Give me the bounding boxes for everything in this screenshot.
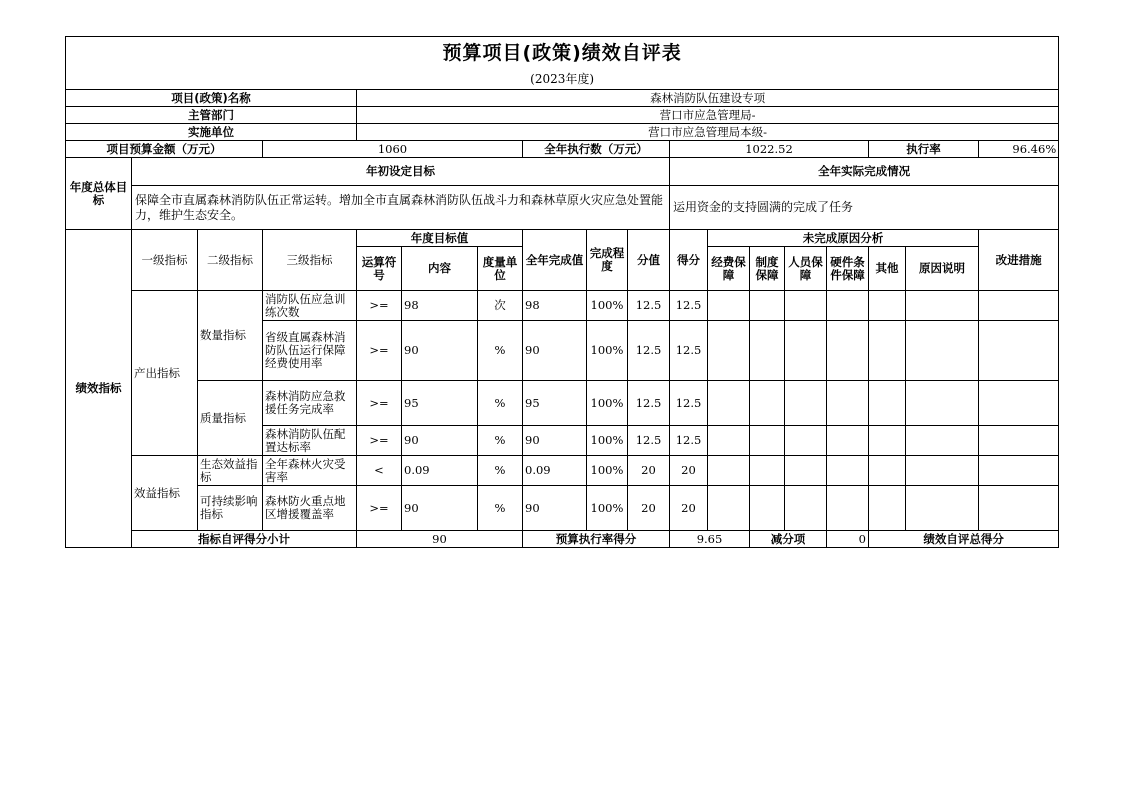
- empty-cell: [979, 291, 1059, 321]
- completion: 100%: [587, 381, 628, 426]
- indicator-name: 森林防火重点地区增援覆盖率: [263, 486, 357, 531]
- score: 12.5: [670, 291, 708, 321]
- actual-value: 90: [523, 486, 587, 531]
- empty-cell: [827, 486, 869, 531]
- actual-completion-text: 运用资金的支持圆满的完成了任务: [670, 186, 1059, 230]
- empty-cell: [708, 486, 750, 531]
- score-max: 12.5: [628, 321, 670, 381]
- empty-cell: [708, 291, 750, 321]
- empty-cell: [906, 291, 979, 321]
- budget-score-label: 预算执行率得分: [523, 531, 670, 548]
- empty-cell: [827, 456, 869, 486]
- empty-cell: [708, 426, 750, 456]
- initial-goal-header: 年初设定目标: [132, 158, 670, 186]
- empty-cell: [827, 381, 869, 426]
- project-name-value: 森林消防队伍建设专项: [357, 90, 1059, 107]
- header-staff: 人员保障: [785, 247, 827, 291]
- table-row: [66, 381, 1059, 426]
- completion: 100%: [587, 486, 628, 531]
- empty-cell: [750, 486, 785, 531]
- actual-value: 95: [523, 381, 587, 426]
- empty-cell: [869, 426, 906, 456]
- implementing-unit-label: 实施单位: [66, 124, 357, 141]
- score-max: 20: [628, 486, 670, 531]
- empty-cell: [750, 426, 785, 456]
- score-max: 12.5: [628, 381, 670, 426]
- operator: >=: [357, 486, 402, 531]
- execution-rate-label: 执行率: [869, 141, 979, 158]
- empty-cell: [827, 291, 869, 321]
- score: 20: [670, 486, 708, 531]
- annual-goal-label: 年度总体目标: [66, 158, 132, 230]
- execution-amount-label: 全年执行数（万元）: [523, 141, 670, 158]
- header-target-group: 年度目标值: [357, 230, 523, 247]
- header-operator: 运算符号: [357, 247, 402, 291]
- empty-cell: [708, 381, 750, 426]
- score: 12.5: [670, 321, 708, 381]
- execution-rate-value: 96.46%: [979, 141, 1059, 158]
- operator: <: [357, 456, 402, 486]
- empty-cell: [979, 426, 1059, 456]
- empty-cell: [869, 381, 906, 426]
- empty-cell: [869, 456, 906, 486]
- header-unit: 度量单位: [478, 247, 523, 291]
- empty-cell: [869, 321, 906, 381]
- score: 20: [670, 456, 708, 486]
- header-completion: 完成程度: [587, 230, 628, 291]
- target-content: 90: [402, 426, 478, 456]
- score-max: 20: [628, 456, 670, 486]
- operator: >=: [357, 381, 402, 426]
- empty-cell: [750, 321, 785, 381]
- actual-value: 90: [523, 426, 587, 456]
- level1-benefit: 效益指标: [132, 456, 198, 531]
- budget-amount-label: 项目预算金额（万元）: [66, 141, 263, 158]
- performance-evaluation-table: [65, 36, 1059, 548]
- empty-cell: [827, 426, 869, 456]
- operator: >=: [357, 426, 402, 456]
- target-content: 90: [402, 321, 478, 381]
- indicator-name: 森林消防队伍配置达标率: [263, 426, 357, 456]
- implementing-unit-value: 营口市应急管理局本级-: [357, 124, 1059, 141]
- operator: >=: [357, 321, 402, 381]
- header-level1: 一级指标: [132, 230, 198, 291]
- total-score-label: 绩效自评总得分: [869, 531, 1059, 548]
- header-score: 得分: [670, 230, 708, 291]
- level2-quality: 质量指标: [198, 381, 263, 456]
- header-content: 内容: [402, 247, 478, 291]
- unit: %: [478, 321, 523, 381]
- empty-cell: [869, 486, 906, 531]
- department-label: 主管部门: [66, 107, 357, 124]
- completion: 100%: [587, 456, 628, 486]
- table-row: [66, 291, 1059, 321]
- score-max: 12.5: [628, 426, 670, 456]
- budget-score-value: 9.65: [670, 531, 750, 548]
- indicator-name: 全年森林火灾受害率: [263, 456, 357, 486]
- level2-sustain: 可持续影响指标: [198, 486, 263, 531]
- subtotal-label: 指标自评得分小计: [132, 531, 357, 548]
- empty-cell: [708, 321, 750, 381]
- empty-cell: [906, 456, 979, 486]
- indicator-name: 省级直属森林消防队伍运行保障经费使用率: [263, 321, 357, 381]
- empty-cell: [979, 321, 1059, 381]
- unit: 次: [478, 291, 523, 321]
- empty-cell: [906, 426, 979, 456]
- actual-value: 98: [523, 291, 587, 321]
- indicator-name: 消防队伍应急训练次数: [263, 291, 357, 321]
- performance-indicator-label: 绩效指标: [66, 230, 132, 548]
- level2-quantity: 数量指标: [198, 291, 263, 381]
- header-funding: 经费保障: [708, 247, 750, 291]
- level1-output: 产出指标: [132, 291, 198, 456]
- empty-cell: [979, 486, 1059, 531]
- header-reason-group: 未完成原因分析: [708, 230, 979, 247]
- subtotal-value: 90: [357, 531, 523, 548]
- header-actual: 全年完成值: [523, 230, 587, 291]
- indicator-name: 森林消防应急救援任务完成率: [263, 381, 357, 426]
- header-level3: 三级指标: [263, 230, 357, 291]
- score: 12.5: [670, 426, 708, 456]
- empty-cell: [906, 321, 979, 381]
- target-content: 0.09: [402, 456, 478, 486]
- empty-cell: [785, 426, 827, 456]
- header-improvement: 改进措施: [979, 230, 1059, 291]
- target-content: 98: [402, 291, 478, 321]
- level2-eco: 生态效益指标: [198, 456, 263, 486]
- page-title: 预算项目(政策)绩效自评表: [66, 37, 1059, 70]
- empty-cell: [750, 456, 785, 486]
- empty-cell: [750, 381, 785, 426]
- deduction-value: 0: [827, 531, 869, 548]
- empty-cell: [785, 486, 827, 531]
- completion: 100%: [587, 426, 628, 456]
- project-name-label: 项目(政策)名称: [66, 90, 357, 107]
- score-max: 12.5: [628, 291, 670, 321]
- target-content: 95: [402, 381, 478, 426]
- empty-cell: [906, 381, 979, 426]
- empty-cell: [906, 486, 979, 531]
- empty-cell: [979, 456, 1059, 486]
- empty-cell: [750, 291, 785, 321]
- header-score-max: 分值: [628, 230, 670, 291]
- budget-amount-value: 1060: [263, 141, 523, 158]
- year-subtitle: (2023年度): [66, 70, 1059, 90]
- execution-amount-value: 1022.52: [670, 141, 869, 158]
- empty-cell: [827, 321, 869, 381]
- empty-cell: [979, 381, 1059, 426]
- completion: 100%: [587, 291, 628, 321]
- operator: >=: [357, 291, 402, 321]
- actual-value: 0.09: [523, 456, 587, 486]
- empty-cell: [869, 291, 906, 321]
- empty-cell: [785, 291, 827, 321]
- actual-value: 90: [523, 321, 587, 381]
- unit: %: [478, 381, 523, 426]
- header-level2: 二级指标: [198, 230, 263, 291]
- header-hardware: 硬件条件保障: [827, 247, 869, 291]
- target-content: 90: [402, 486, 478, 531]
- table-row: [66, 486, 1059, 531]
- empty-cell: [785, 321, 827, 381]
- unit: %: [478, 456, 523, 486]
- empty-cell: [785, 456, 827, 486]
- empty-cell: [708, 456, 750, 486]
- score: 12.5: [670, 381, 708, 426]
- unit: %: [478, 486, 523, 531]
- completion: 100%: [587, 321, 628, 381]
- unit: %: [478, 426, 523, 456]
- header-system: 制度保障: [750, 247, 785, 291]
- header-explanation: 原因说明: [906, 247, 979, 291]
- actual-completion-header: 全年实际完成情况: [670, 158, 1059, 186]
- table-row: [66, 456, 1059, 486]
- department-value: 营口市应急管理局-: [357, 107, 1059, 124]
- empty-cell: [785, 381, 827, 426]
- header-other: 其他: [869, 247, 906, 291]
- deduction-label: 减分项: [750, 531, 827, 548]
- initial-goal-text: 保障全市直属森林消防队伍正常运转。增加全市直属森林消防队伍战斗力和森林草原火灾应急处置能力，维护生态安全。: [132, 186, 670, 230]
